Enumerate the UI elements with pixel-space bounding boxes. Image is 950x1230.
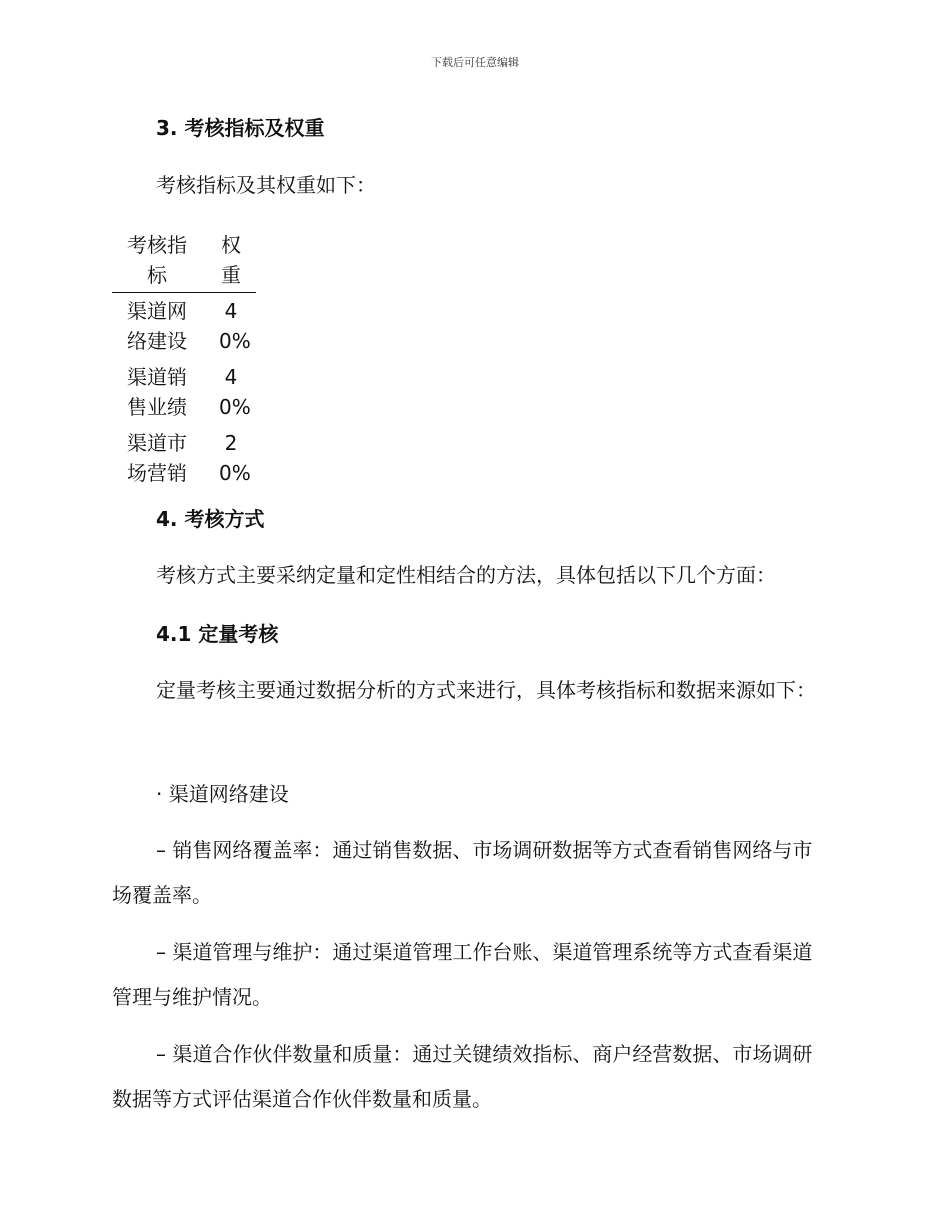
table-cell-indicator: 渠道网络建设	[127, 299, 187, 353]
table-header-weight: 权重	[206, 230, 256, 293]
section-4-heading: 4. 考核方式	[156, 507, 265, 531]
weights-table	[112, 230, 256, 491]
table-cell-weight: 40%	[219, 299, 251, 353]
list-item: – 渠道合作伙伴数量和质量：通过关键绩效指标、商户经营数据、市场调研数据等方式评估渠道合作伙伴数量和质量。	[112, 1042, 813, 1111]
page-header-note: 下载后可任意编辑	[431, 56, 519, 69]
table-header-indicator: 考核指标	[112, 230, 206, 293]
table-cell-indicator: 渠道市场营销	[127, 431, 187, 485]
table-header-row	[112, 230, 256, 293]
list-item: – 渠道管理与维护：通过渠道管理工作台账、渠道管理系统等方式查看渠道管理与维护情况。	[112, 940, 813, 1009]
table-cell-indicator: 渠道销售业绩	[127, 365, 187, 419]
section-3-heading: 3. 考核指标及权重	[156, 116, 325, 140]
table-row	[112, 359, 256, 425]
table-cell-weight: 40%	[219, 365, 251, 419]
list-item: – 销售网络覆盖率：通过销售数据、市场调研数据等方式查看销售网络与市场覆盖率。	[112, 838, 813, 907]
section-3-intro: 考核指标及其权重如下：	[156, 173, 376, 197]
table-cell-weight: 20%	[219, 431, 251, 485]
section-4-intro: 考核方式主要采纳定量和定性相结合的方法，具体包括以下几个方面：	[156, 563, 776, 587]
table-row	[112, 293, 256, 360]
table-row	[112, 425, 256, 491]
bullet-channel-network: · 渠道网络建设	[156, 782, 289, 806]
section-4-1-heading: 4.1 定量考核	[156, 622, 279, 646]
section-4-1-intro: 定量考核主要通过数据分析的方式来进行，具体考核指标和数据来源如下：	[156, 678, 816, 702]
